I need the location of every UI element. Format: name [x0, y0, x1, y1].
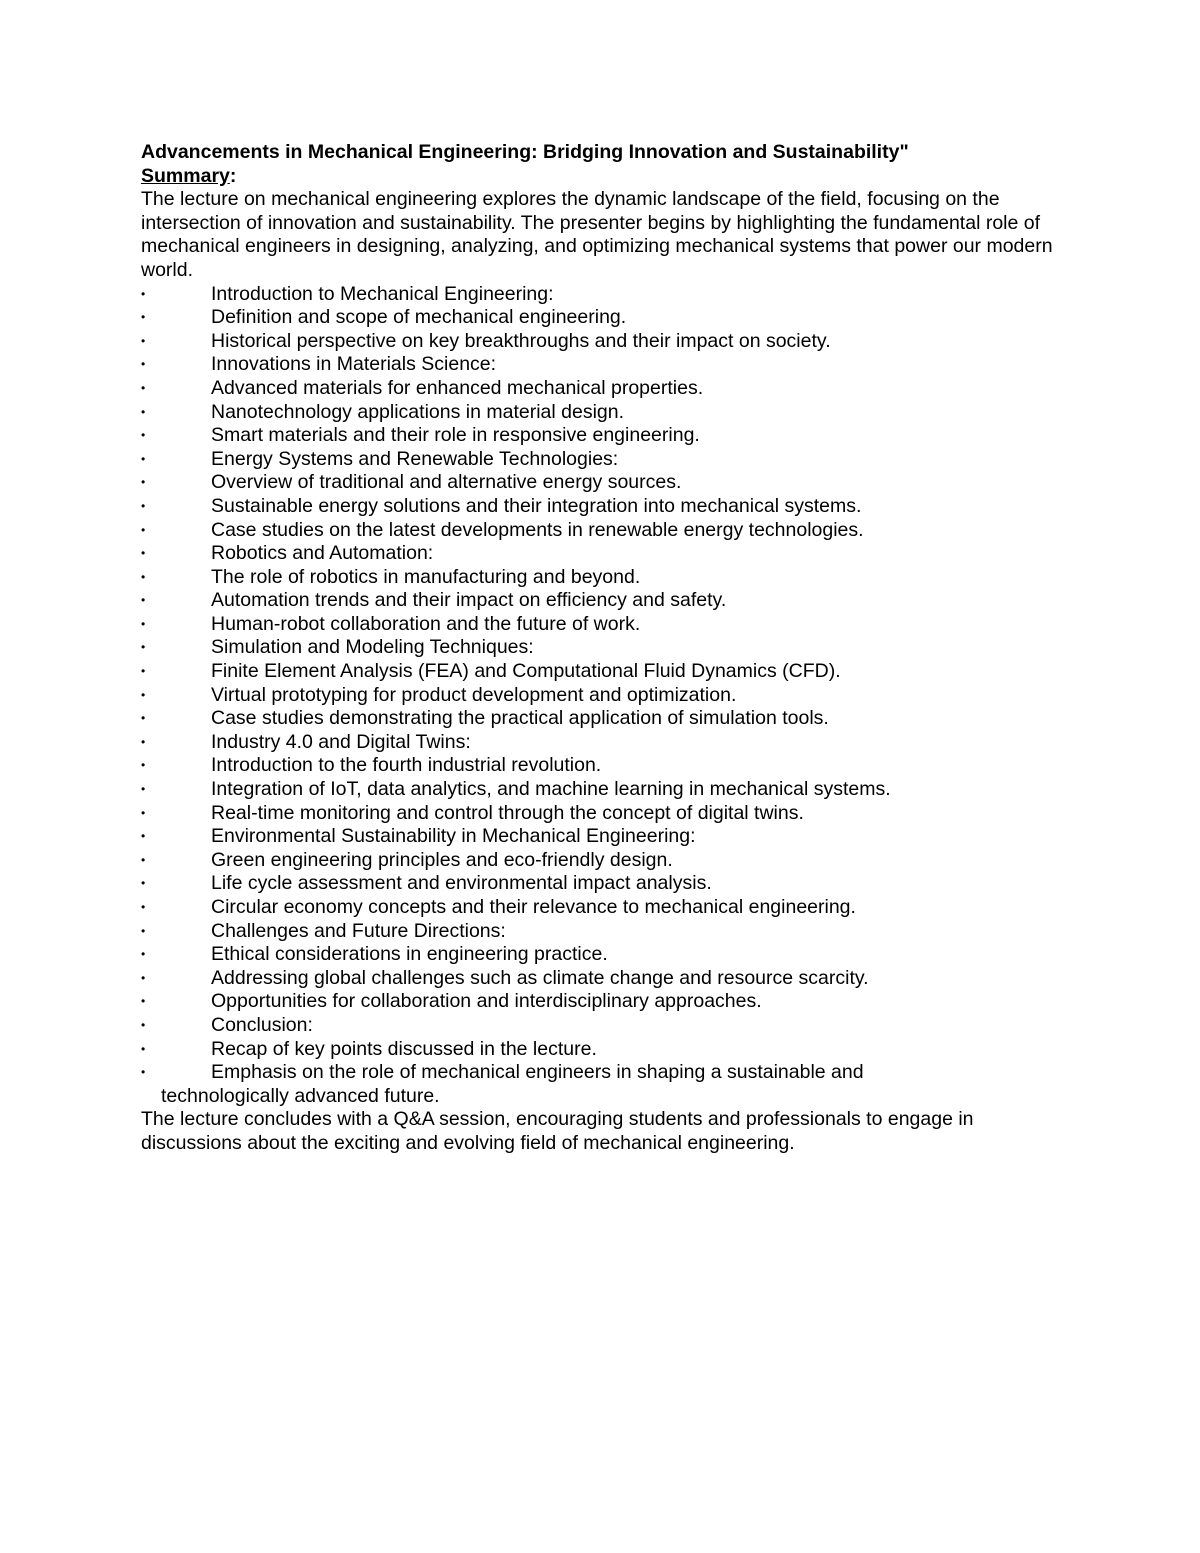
bullet-icon: •: [141, 664, 146, 679]
bullet-list: [141, 283, 1071, 1109]
list-item: [141, 401, 1071, 425]
list-item-text: Opportunities for collaboration and interdisciplinary approaches.: [211, 990, 762, 1013]
closing-paragraph: The lecture concludes with a Q&A session, encouraging students and professionals to engage in discussions about the exciting and evolving field of mechanical engineering.: [141, 1108, 974, 1154]
bullet-icon: •: [141, 687, 146, 702]
list-item: [141, 495, 1071, 519]
list-item-text: Case studies demonstrating the practical application of simulation tools.: [211, 707, 829, 730]
bullet-icon: •: [141, 310, 146, 325]
list-item: [141, 731, 1071, 755]
bullet-icon: •: [141, 994, 146, 1009]
list-item: [141, 920, 1071, 944]
summary-heading: [141, 165, 1071, 189]
bullet-icon: •: [141, 1041, 146, 1056]
intro-paragraph: The lecture on mechanical engineering explores the dynamic landscape of the field, focusing on the intersection of innovation and sustainability. The presenter begins by highlighting the fundamental role of mechanical engineers in designing, analyzing, and optimizing mechanical systems that power our modern world.: [141, 188, 1053, 281]
list-item-text: Introduction to Mechanical Engineering:: [211, 282, 554, 305]
bullet-icon: •: [141, 522, 146, 537]
list-item: [141, 306, 1071, 330]
bullet-icon: •: [141, 593, 146, 608]
bullet-icon: •: [141, 852, 146, 867]
list-item: [141, 849, 1071, 873]
list-item-text: Environmental Sustainability in Mechanical Engineering:: [211, 825, 696, 848]
list-item-text: Human-robot collaboration and the future of work.: [211, 612, 641, 635]
bullet-icon: •: [141, 286, 146, 301]
summary-label: Summary: [141, 164, 230, 187]
list-item: [141, 566, 1071, 590]
bullet-icon: •: [141, 1017, 146, 1032]
list-item: [141, 377, 1071, 401]
list-item: [141, 943, 1071, 967]
list-item-text: Sustainable energy solutions and their integration into mechanical systems.: [211, 494, 862, 517]
bullet-icon: •: [141, 451, 146, 466]
list-item-text-line2: technologically advanced future.: [161, 1084, 440, 1107]
list-item-text: Historical perspective on key breakthroughs and their impact on society.: [211, 329, 831, 352]
list-item: [141, 589, 1071, 613]
list-item: [141, 519, 1071, 543]
list-item-text: Definition and scope of mechanical engineering.: [211, 306, 627, 329]
bullet-icon: •: [141, 1065, 146, 1080]
list-item-text: Ethical considerations in engineering practice.: [211, 943, 608, 966]
list-item-text: Conclusion:: [211, 1013, 313, 1036]
bullet-icon: •: [141, 640, 146, 655]
bullet-icon: •: [141, 782, 146, 797]
bullet-icon: •: [141, 333, 146, 348]
bullet-icon: •: [141, 970, 146, 985]
bullet-icon: •: [141, 923, 146, 938]
bullet-icon: •: [141, 498, 146, 513]
list-item: [141, 872, 1071, 896]
bullet-icon: •: [141, 758, 146, 773]
list-item-text: Circular economy concepts and their relevance to mechanical engineering.: [211, 896, 856, 918]
bullet-icon: •: [141, 616, 146, 631]
list-item-text: Real-time monitoring and control through the concept of digital twins.: [211, 801, 804, 824]
list-item-text: Addressing global challenges such as climate change and resource scarcity.: [211, 966, 869, 989]
summary-colon: :: [229, 164, 237, 187]
list-item: [141, 825, 1071, 849]
bullet-icon: •: [141, 711, 146, 726]
list-item-text: Case studies on the latest developments in renewable energy technologies.: [211, 518, 864, 541]
bullet-icon: •: [141, 357, 146, 372]
list-item-text: Introduction to the fourth industrial revolution.: [211, 754, 602, 777]
list-item: [141, 802, 1071, 826]
list-item-text: Energy Systems and Renewable Technologies:: [211, 447, 619, 470]
list-item-text: Advanced materials for enhanced mechanical properties.: [211, 376, 704, 399]
list-item: [141, 1061, 1071, 1108]
bullet-icon: •: [141, 947, 146, 962]
list-item: [141, 353, 1071, 377]
bullet-icon: •: [141, 876, 146, 891]
list-item-text: Challenges and Future Directions:: [211, 919, 506, 942]
list-item: [141, 1038, 1071, 1062]
bullet-icon: •: [141, 475, 146, 490]
list-item-text: Overview of traditional and alternative energy sources.: [211, 471, 682, 494]
list-item: [141, 684, 1071, 708]
bullet-icon: •: [141, 805, 146, 820]
list-item-text: Robotics and Automation:: [211, 542, 434, 565]
list-item: [141, 283, 1071, 307]
list-item: [141, 330, 1071, 354]
bullet-icon: •: [141, 734, 146, 749]
list-item: [141, 707, 1071, 731]
list-item: [141, 754, 1071, 778]
list-item: [141, 448, 1071, 472]
list-item-text: The role of robotics in manufacturing and beyond.: [211, 565, 641, 588]
bullet-icon: •: [141, 380, 146, 395]
list-item-text: Innovations in Materials Science:: [211, 353, 497, 376]
list-item-text: Green engineering principles and eco-friendly design.: [211, 848, 673, 871]
document-page: [141, 141, 1071, 1156]
list-item: [141, 778, 1071, 802]
list-item: [141, 542, 1071, 566]
list-item-text: Smart materials and their role in responsive engineering.: [211, 424, 700, 447]
bullet-icon: •: [141, 829, 146, 844]
list-item-text: Life cycle assessment and environmental impact analysis.: [211, 872, 712, 895]
list-item-text: Nanotechnology applications in material design.: [211, 400, 625, 423]
bullet-icon: •: [141, 428, 146, 443]
bullet-icon: •: [141, 404, 146, 419]
list-item: [141, 1014, 1071, 1038]
bullet-icon: •: [141, 569, 146, 584]
list-item-text: Industry 4.0 and Digital Twins:: [211, 730, 471, 753]
list-item: [141, 471, 1071, 495]
list-item-text-line1: Emphasis on the role of mechanical engineers in shaping a sustainable and: [211, 1061, 864, 1084]
list-item-text: Automation trends and their impact on efficiency and safety.: [211, 589, 727, 612]
list-item: [141, 967, 1071, 991]
list-item-text: Simulation and Modeling Techniques:: [211, 636, 534, 659]
bullet-icon: •: [141, 546, 146, 561]
list-item: [141, 896, 1071, 920]
list-item-text: Recap of key points discussed in the lecture.: [211, 1037, 597, 1060]
bullet-icon: •: [141, 900, 146, 914]
list-item-text: Virtual prototyping for product development and optimization.: [211, 683, 737, 706]
list-item: [141, 660, 1071, 684]
document-title: Advancements in Mechanical Engineering: Bridging Innovation and Sustainability": [141, 141, 909, 163]
list-item-text: Integration of IoT, data analytics, and machine learning in mechanical systems.: [211, 778, 891, 801]
list-item-text: Finite Element Analysis (FEA) and Computational Fluid Dynamics (CFD).: [211, 660, 841, 683]
list-item: [141, 613, 1071, 637]
list-item: [141, 424, 1071, 448]
list-item: [141, 990, 1071, 1014]
list-item: [141, 636, 1071, 660]
